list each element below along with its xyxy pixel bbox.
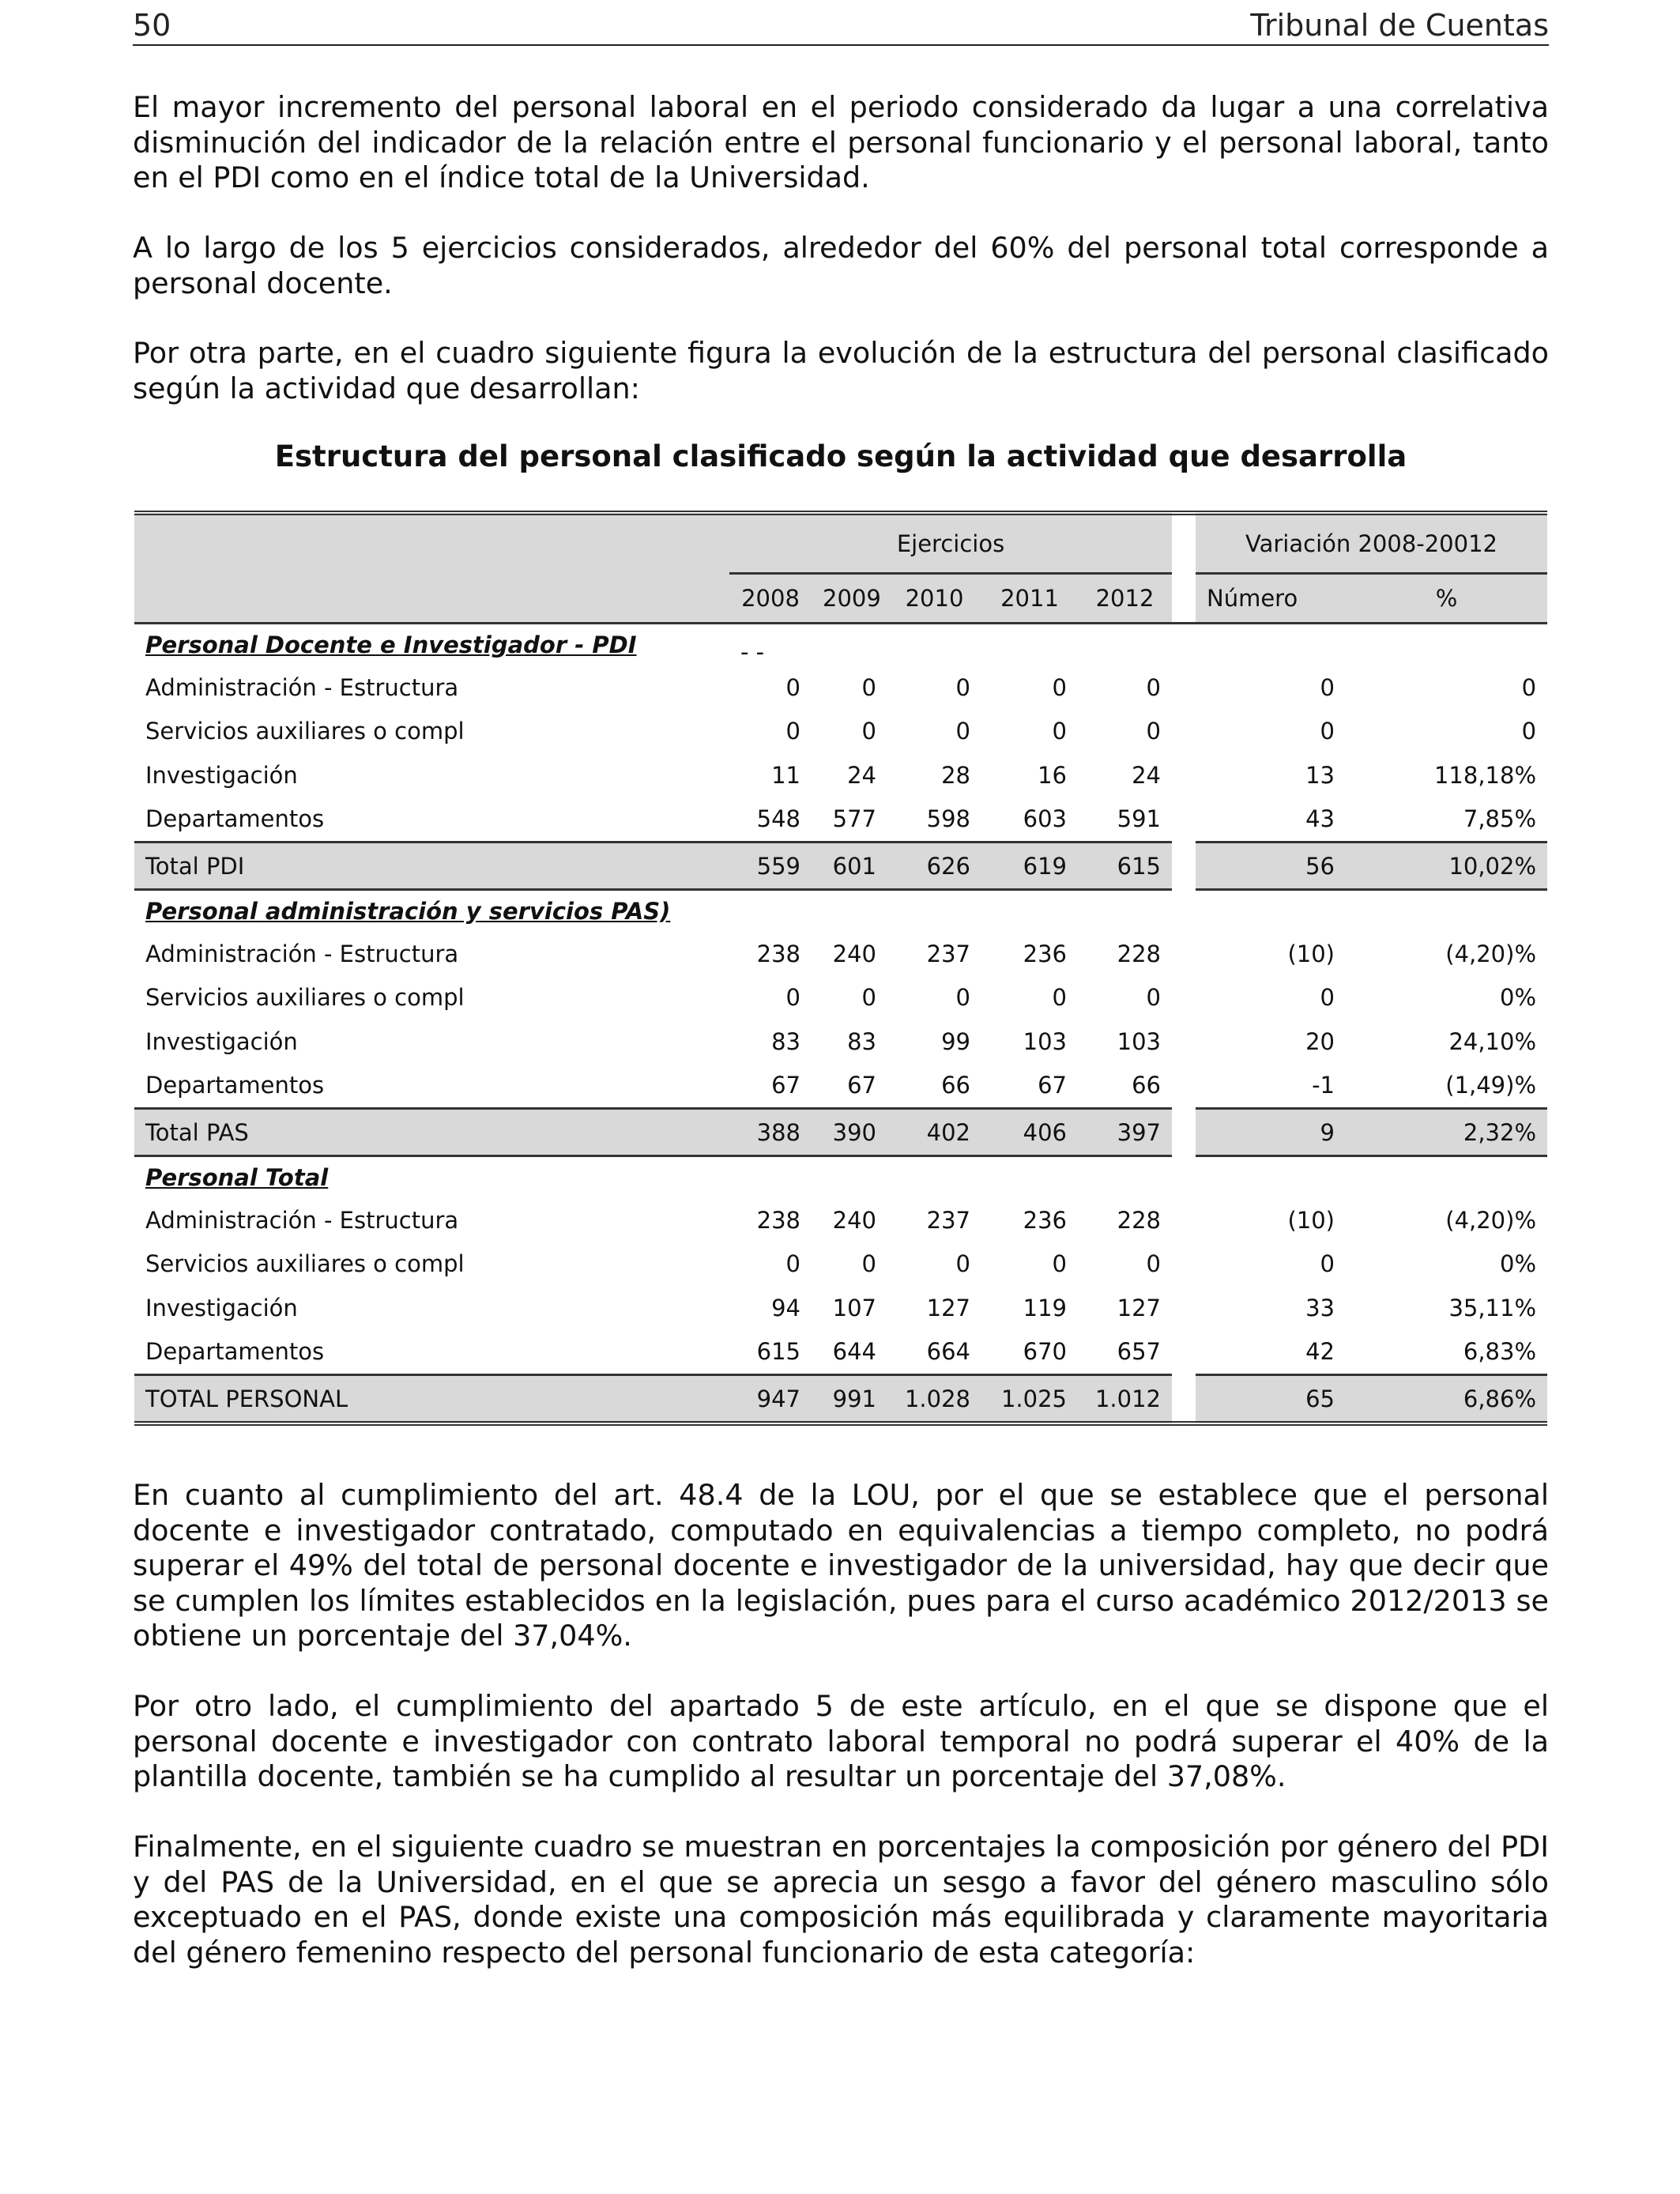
section-pdi	[134, 624, 1547, 666]
header-blank	[134, 574, 729, 624]
table-row: Administración - Estructura 238 240 237 236 228 (10) (4,20)%	[134, 932, 1547, 976]
table-row: Servicios auxiliares o compl 0 0 0 0 0 0 0	[134, 710, 1547, 754]
col-2010: 2010	[887, 574, 981, 624]
page-number: 50	[133, 8, 171, 43]
col-pct: %	[1346, 574, 1547, 624]
paragraph-5: Por otro lado, el cumplimiento del apartado 5 de este artículo, en el que se dispone que el personal docente e investigador con contrato laboral temporal no podrá superar el 40% de la plantilla docente, también se ha cumplido al resultar un porcentaje del 37,08%.	[133, 1689, 1549, 1793]
paragraph-3: Por otra parte, en el cuadro siguiente figura la evolución de la estructura del personal clasificado según la actividad que desarrollan:	[133, 336, 1549, 405]
section-personal-total	[134, 1156, 1547, 1199]
header-variacion: Variación 2008-20012	[1196, 513, 1547, 574]
table-row: Servicios auxiliares o compl 0 0 0 0 0 0 0%	[134, 976, 1547, 1020]
table-header-groups	[134, 513, 1547, 574]
section-title: Personal Total	[145, 1164, 329, 1191]
personnel-structure-table	[134, 511, 1547, 1426]
col-numero: Número	[1196, 574, 1346, 624]
paragraph-1: El mayor incremento del personal laboral en el periodo considerado da lugar a una correlativa disminución del indicador de la relación entre el personal funcionario y el personal laboral, tanto en el PDI como en el índice total de la Universidad.	[133, 90, 1549, 194]
page-header	[133, 6, 1549, 46]
table-row: Departamentos 615 644 664 670 657 42 6,83%	[134, 1330, 1547, 1375]
table-row: Servicios auxiliares o compl 0 0 0 0 0 0 0%	[134, 1242, 1547, 1287]
header-title: Tribunal de Cuentas	[1250, 8, 1549, 43]
table-row: Administración - Estructura 238 240 237 236 228 (10) (4,20)%	[134, 1198, 1547, 1242]
table-row: Departamentos 548 577 598 603 591 43 7,85%	[134, 797, 1547, 843]
table-row: Investigación 94 107 127 119 127 33 35,11%	[134, 1286, 1547, 1330]
header-blank	[134, 513, 729, 574]
total-row-personal: TOTAL PERSONAL 947 991 1.028 1.025 1.012 65 6,86%	[134, 1375, 1547, 1424]
total-row-pdi: Total PDI 559 601 626 619 615 56 10,02%	[134, 843, 1547, 890]
table-caption: Estructura del personal clasificado según la actividad que desarrolla	[274, 439, 1407, 473]
total-row-pas: Total PAS 388 390 402 406 397 9 2,32%	[134, 1109, 1547, 1156]
section-title: Personal Docente e Investigador - PDI	[145, 631, 637, 658]
table-header-columns	[134, 574, 1547, 624]
col-2008: 2008	[729, 574, 812, 624]
col-2011: 2011	[981, 574, 1078, 624]
paragraph-4: En cuanto al cumplimiento del art. 48.4 de la LOU, por el que se establece que el personal docente e investigador contratado, computado en equivalencias a tiempo completo, no podrá superar el 49% del total de personal docente e investigador de la universidad, hay que decir que se cumplen los límites establecidos en la legislación, pues para el curso académico 2012/2013 se obtiene un porcentaje del 37,04%.	[133, 1478, 1549, 1653]
section-pas	[134, 890, 1547, 933]
table-row: Departamentos 67 67 66 67 66 -1 (1,49)%	[134, 1064, 1547, 1109]
section-title: Personal administración y servicios PAS)	[145, 898, 671, 925]
section-marks: - -	[740, 639, 765, 665]
paragraph-2: A lo largo de los 5 ejercicios considerados, alrededor del 60% del personal total corresponde a personal docente.	[133, 231, 1549, 300]
table-row: Administración - Estructura 0 0 0 0 0 0 0	[134, 665, 1547, 710]
header-ejercicios: Ejercicios	[729, 513, 1172, 574]
table-row: Investigación 83 83 99 103 103 20 24,10%	[134, 1020, 1547, 1064]
table-row: Investigación 11 24 28 16 24 13 118,18%	[134, 753, 1547, 797]
col-2009: 2009	[812, 574, 887, 624]
paragraph-6: Finalmente, en el siguiente cuadro se muestran en porcentajes la composición por género del PDI y del PAS de la Universidad, en el que se aprecia un sesgo a favor del género masculino sólo exceptuado en el PAS, donde existe una composición más equilibrada y claramente mayoritaria del género femenino respecto del personal funcionario de esta categoría:	[133, 1830, 1549, 1970]
col-2012: 2012	[1078, 574, 1172, 624]
